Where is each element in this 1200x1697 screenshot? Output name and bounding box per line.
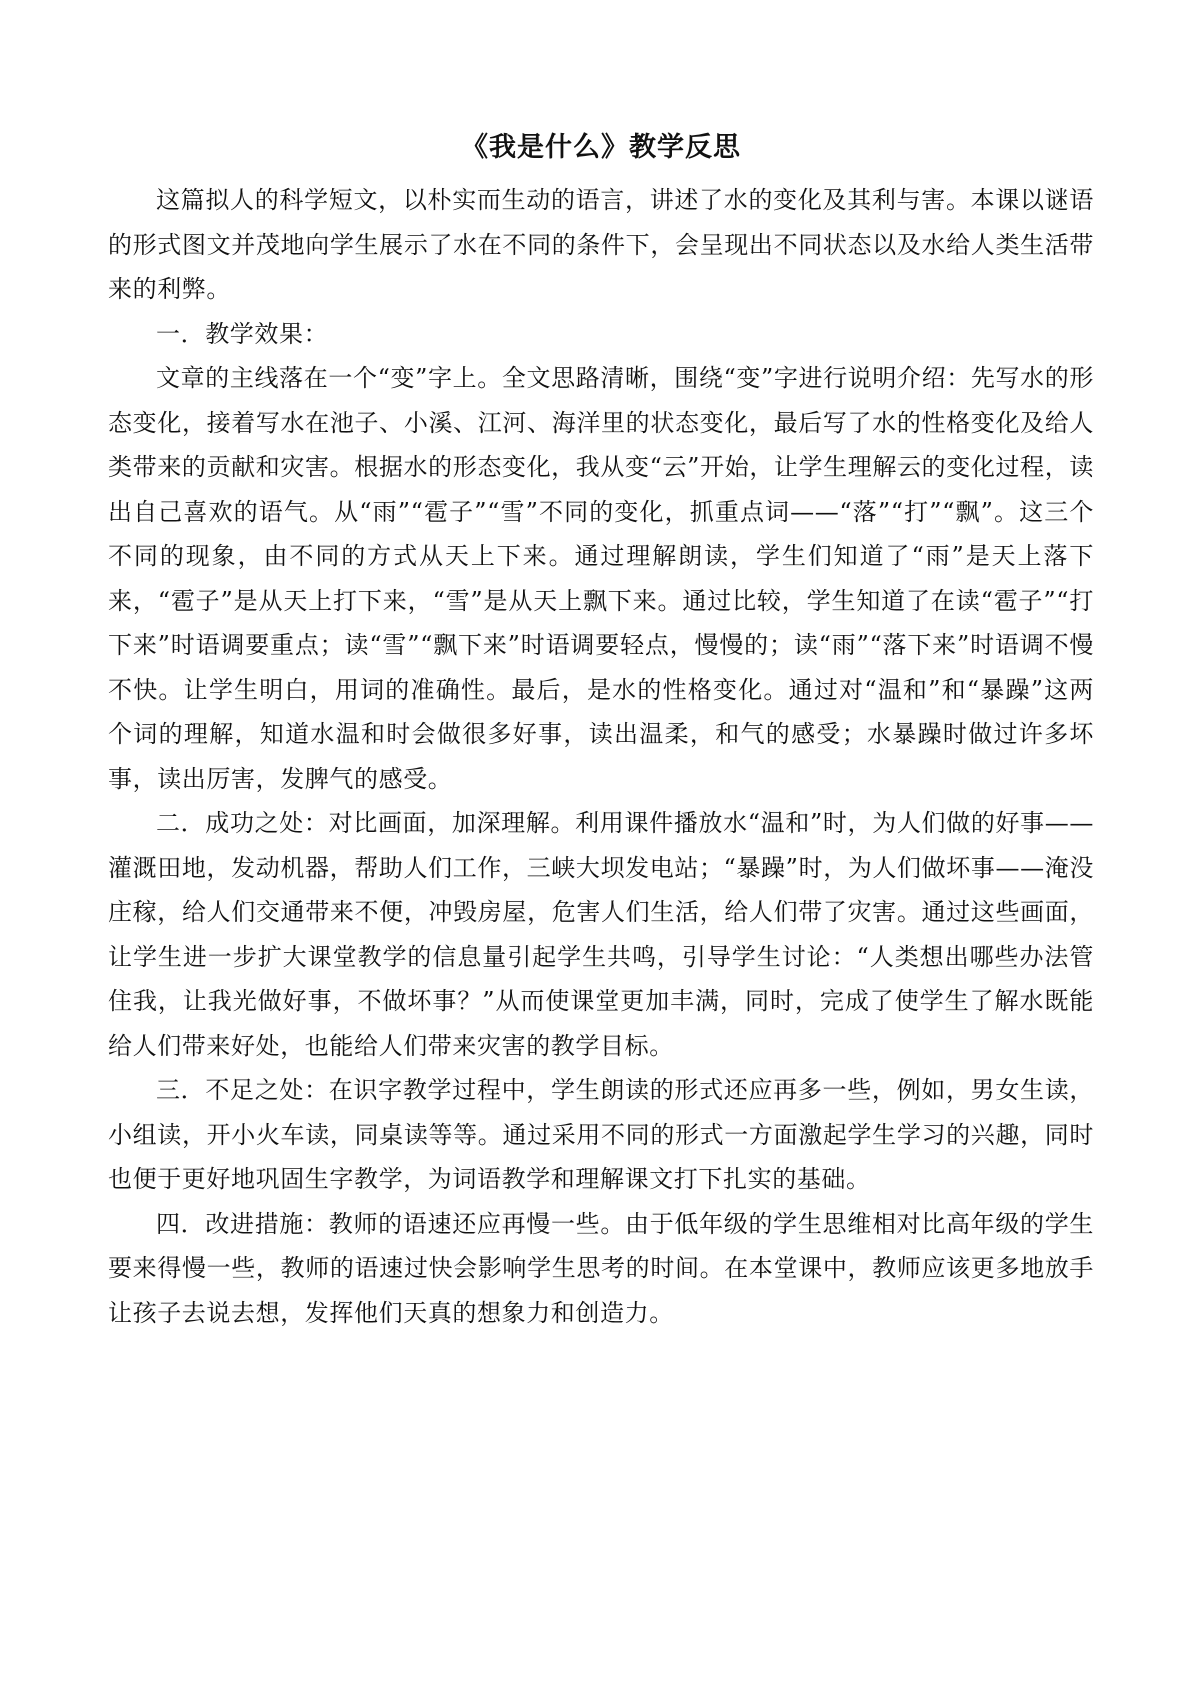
paragraph-shortcoming: 三．不足之处：在识字教学过程中，学生朗读的形式还应再多一些，例如，男女生读，小组读，开小火车读，同桌读等等。通过采用不同的形式一方面激起学生学习的兴趣，同时也便于更好地巩固生字教学，为词语教学和理解课文打下扎实的基础。 xyxy=(108,1076,1094,1193)
paragraph-heading-effect: 一．教学效果： xyxy=(156,319,329,348)
document-title: 《我是什么》教学反思 xyxy=(461,132,741,163)
paragraph-success: 二．成功之处：对比画面，加深理解。利用课件播放水“温和”时，为人们做的好事——灌溉田地，发动机器，帮助人们工作，三峡大坝发电站；“暴躁”时，为人们做坏事——淹没庄稼，给人们交通带来不便，冲毁房屋，危害人们生活，给人们带了灾害。通过这些画面，让学生进一步扩大课堂教学的信息量引起学生共鸣，引导学生讨论：“人类想出哪些办法管住我，让我光做好事，不做坏事？”从而使课堂更加丰满，同时，完成了使学生了解水既能给人们带来好处，也能给人们带来灾害的教学目标。 xyxy=(108,809,1094,1060)
paragraph-effect-body: 文章的主线落在一个“变”字上。全文思路清晰，围绕“变”字进行说明介绍：先写水的形态变化，接着写水在池子、小溪、江河、海洋里的状态变化，最后写了水的性格变化及给人类带来的贡献和灾害。根据水的形态变化，我从变“云”开始，让学生理解云的变化过程，读出自己喜欢的语气。从“雨”“雹子”“雪”不同的变化，抓重点词——“落”“打”“飘”。这三个不同的现象，由不同的方式从天上下来。通过理解朗读，学生们知道了“雨”是天上落下来，“雹子”是从天上打下来，“雪”是从天上飘下来。通过比较，学生知道了在读“雹子”“打下来”时语调要重点；读“雪”“飘下来”时语调要轻点，慢慢的；读“雨”“落下来”时语调不慢不快。让学生明白，用词的准确性。最后，是水的性格变化。通过对“温和”和“暴躁”这两个词的理解，知道水温和时会做很多好事，读出温柔，和气的感受；水暴躁时做过许多坏事，读出厉害，发脾气的感受。 xyxy=(108,364,1094,793)
paragraph-improvement: 四．改进措施：教师的语速还应再慢一些。由于低年级的学生思维相对比高年级的学生要来得慢一些，教师的语速过快会影响学生思考的时间。在本堂课中，教师应该更多地放手让孩子去说去想，发挥他们天真的想象力和创造力。 xyxy=(108,1209,1094,1327)
paragraph-intro: 这篇拟人的科学短文，以朴实而生动的语言，讲述了水的变化及其利与害。本课以谜语的形式图文并茂地向学生展示了水在不同的条件下，会呈现出不同状态以及水给人类生活带来的利弊。 xyxy=(108,186,1094,303)
